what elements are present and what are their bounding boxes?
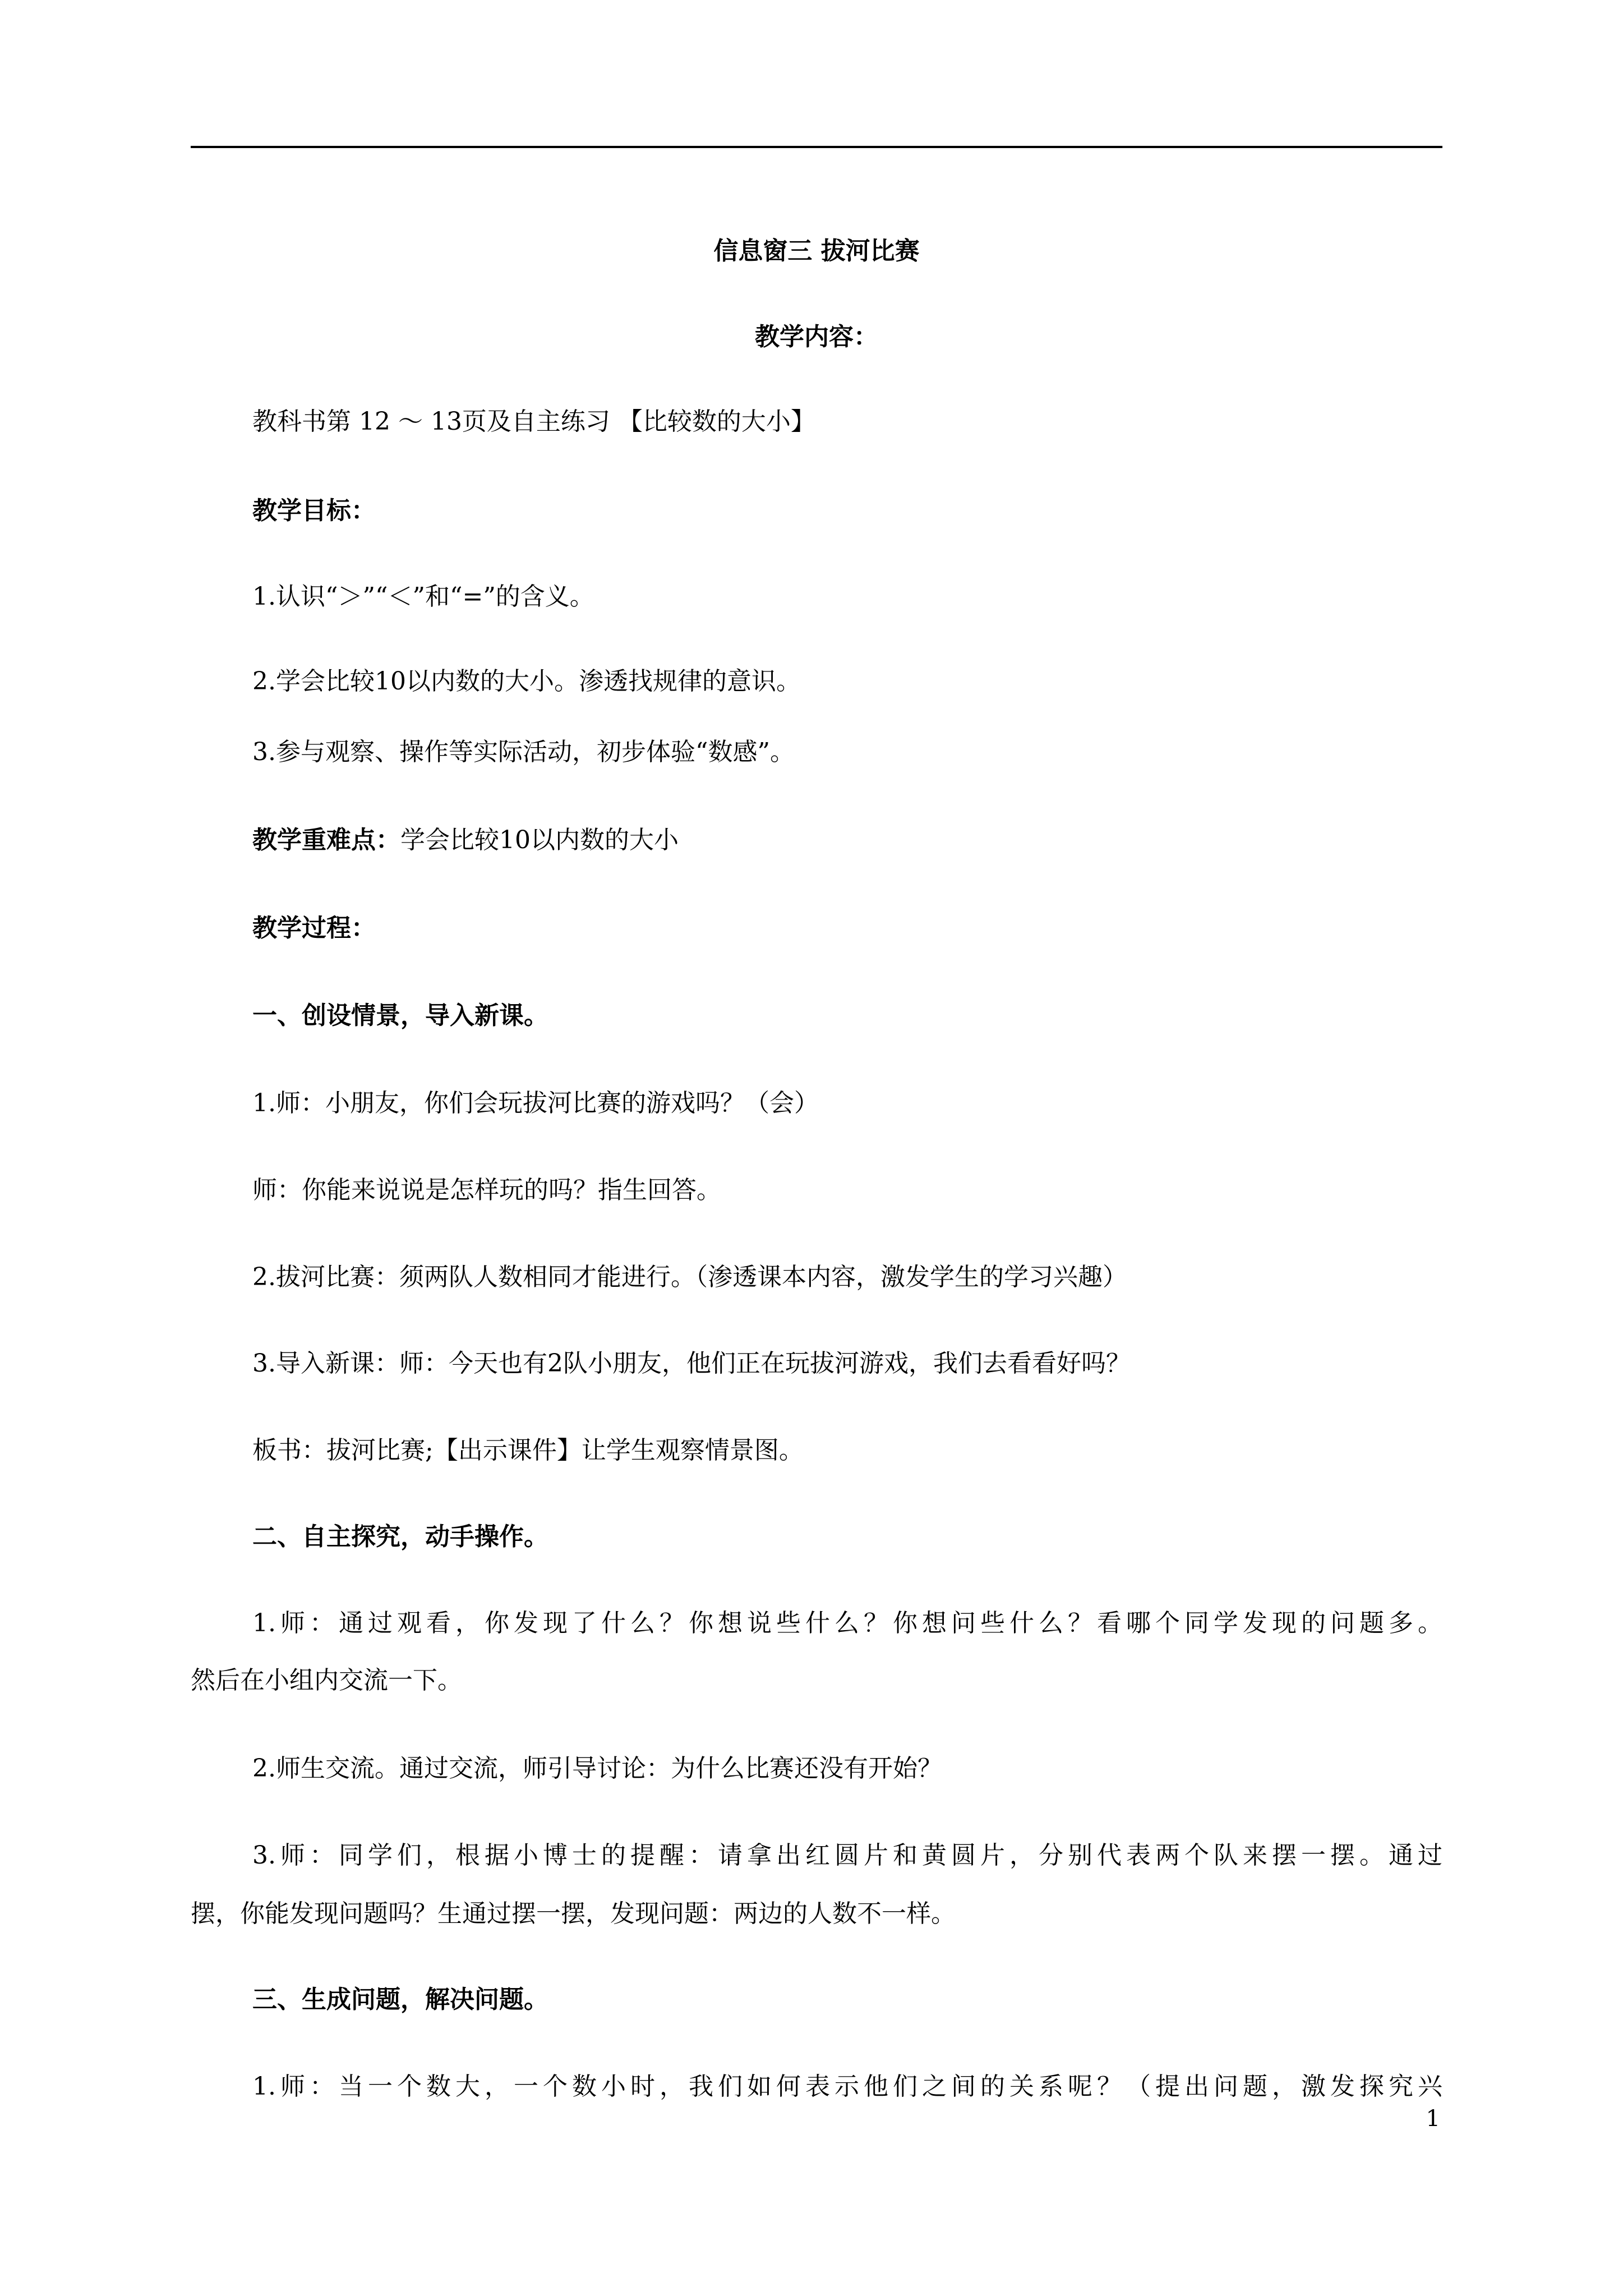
goal-3: 3.参与观察、操作等实际活动，初步体验“数感”。 [252,738,795,766]
goal-1: 1.认识“＞”“＜”和“=”的含义。 [252,582,594,611]
goals-heading: 教学目标： [252,496,376,525]
key-points-label: 教学重难点： [252,826,400,854]
s1-paragraph-5: 板书：拔河比赛;【出示课件】让学生观察情景图。 [252,1436,804,1465]
section-2-heading: 二、自主探究，动手操作。 [252,1522,548,1551]
section-1-heading: 一、创设情景，导入新课。 [252,1001,548,1030]
goal-2: 2.学会比较10以内数的大小。渗透找规律的意识。 [252,667,801,696]
content-heading: 教学内容： [755,323,878,351]
s2-paragraph-3-line-1: 3.师：同学们，根据小博士的提醒：请拿出红圆片和黄圆片，分别代表两个队来摆一摆。通过 [252,1841,1442,1870]
page-number: 1 [1426,2106,1440,2132]
s2-paragraph-1-line-2: 然后在小组内交流一下。 [191,1666,462,1695]
s1-paragraph-4: 3.导入新课：师：今天也有2队小朋友，他们正在玩拔河游戏，我们去看看好吗？ [252,1349,1131,1378]
header-rule [191,146,1442,148]
process-heading: 教学过程： [252,914,376,942]
content-text: 教科书第 12 ～ 13页及自主练习 【比较数的大小】 [252,407,815,436]
key-points [252,825,1441,856]
section-3-heading: 三、生成问题，解决问题。 [252,1985,548,2014]
key-points-text: 学会比较10以内数的大小 [400,826,679,854]
s2-paragraph-2: 2.师生交流。通过交流，师引导讨论：为什么比赛还没有开始？ [252,1754,942,1783]
s2-paragraph-1-line-1: 1.师：通过观看，你发现了什么？你想说些什么？你想问些什么？看哪个同学发现的问题多。 [252,1609,1442,1637]
s1-paragraph-1: 1.师：小朋友，你们会玩拔河比赛的游戏吗？（会） [252,1089,819,1117]
s1-paragraph-3: 2.拔河比赛：须两队人数相同才能进行。（渗透课本内容，激发学生的学习兴趣） [252,1263,1127,1291]
document-title: 信息窗三 拔河比赛 [713,237,920,265]
s1-paragraph-2: 师：你能来说说是怎样玩的吗？指生回答。 [252,1176,721,1204]
s2-paragraph-3-line-2: 摆，你能发现问题吗？生通过摆一摆，发现问题：两边的人数不一样。 [191,1899,956,1928]
s3-paragraph-1-line-1: 1.师：当一个数大，一个数小时，我们如何表示他们之间的关系呢？（提出问题，激发探究兴 [252,2072,1442,2101]
